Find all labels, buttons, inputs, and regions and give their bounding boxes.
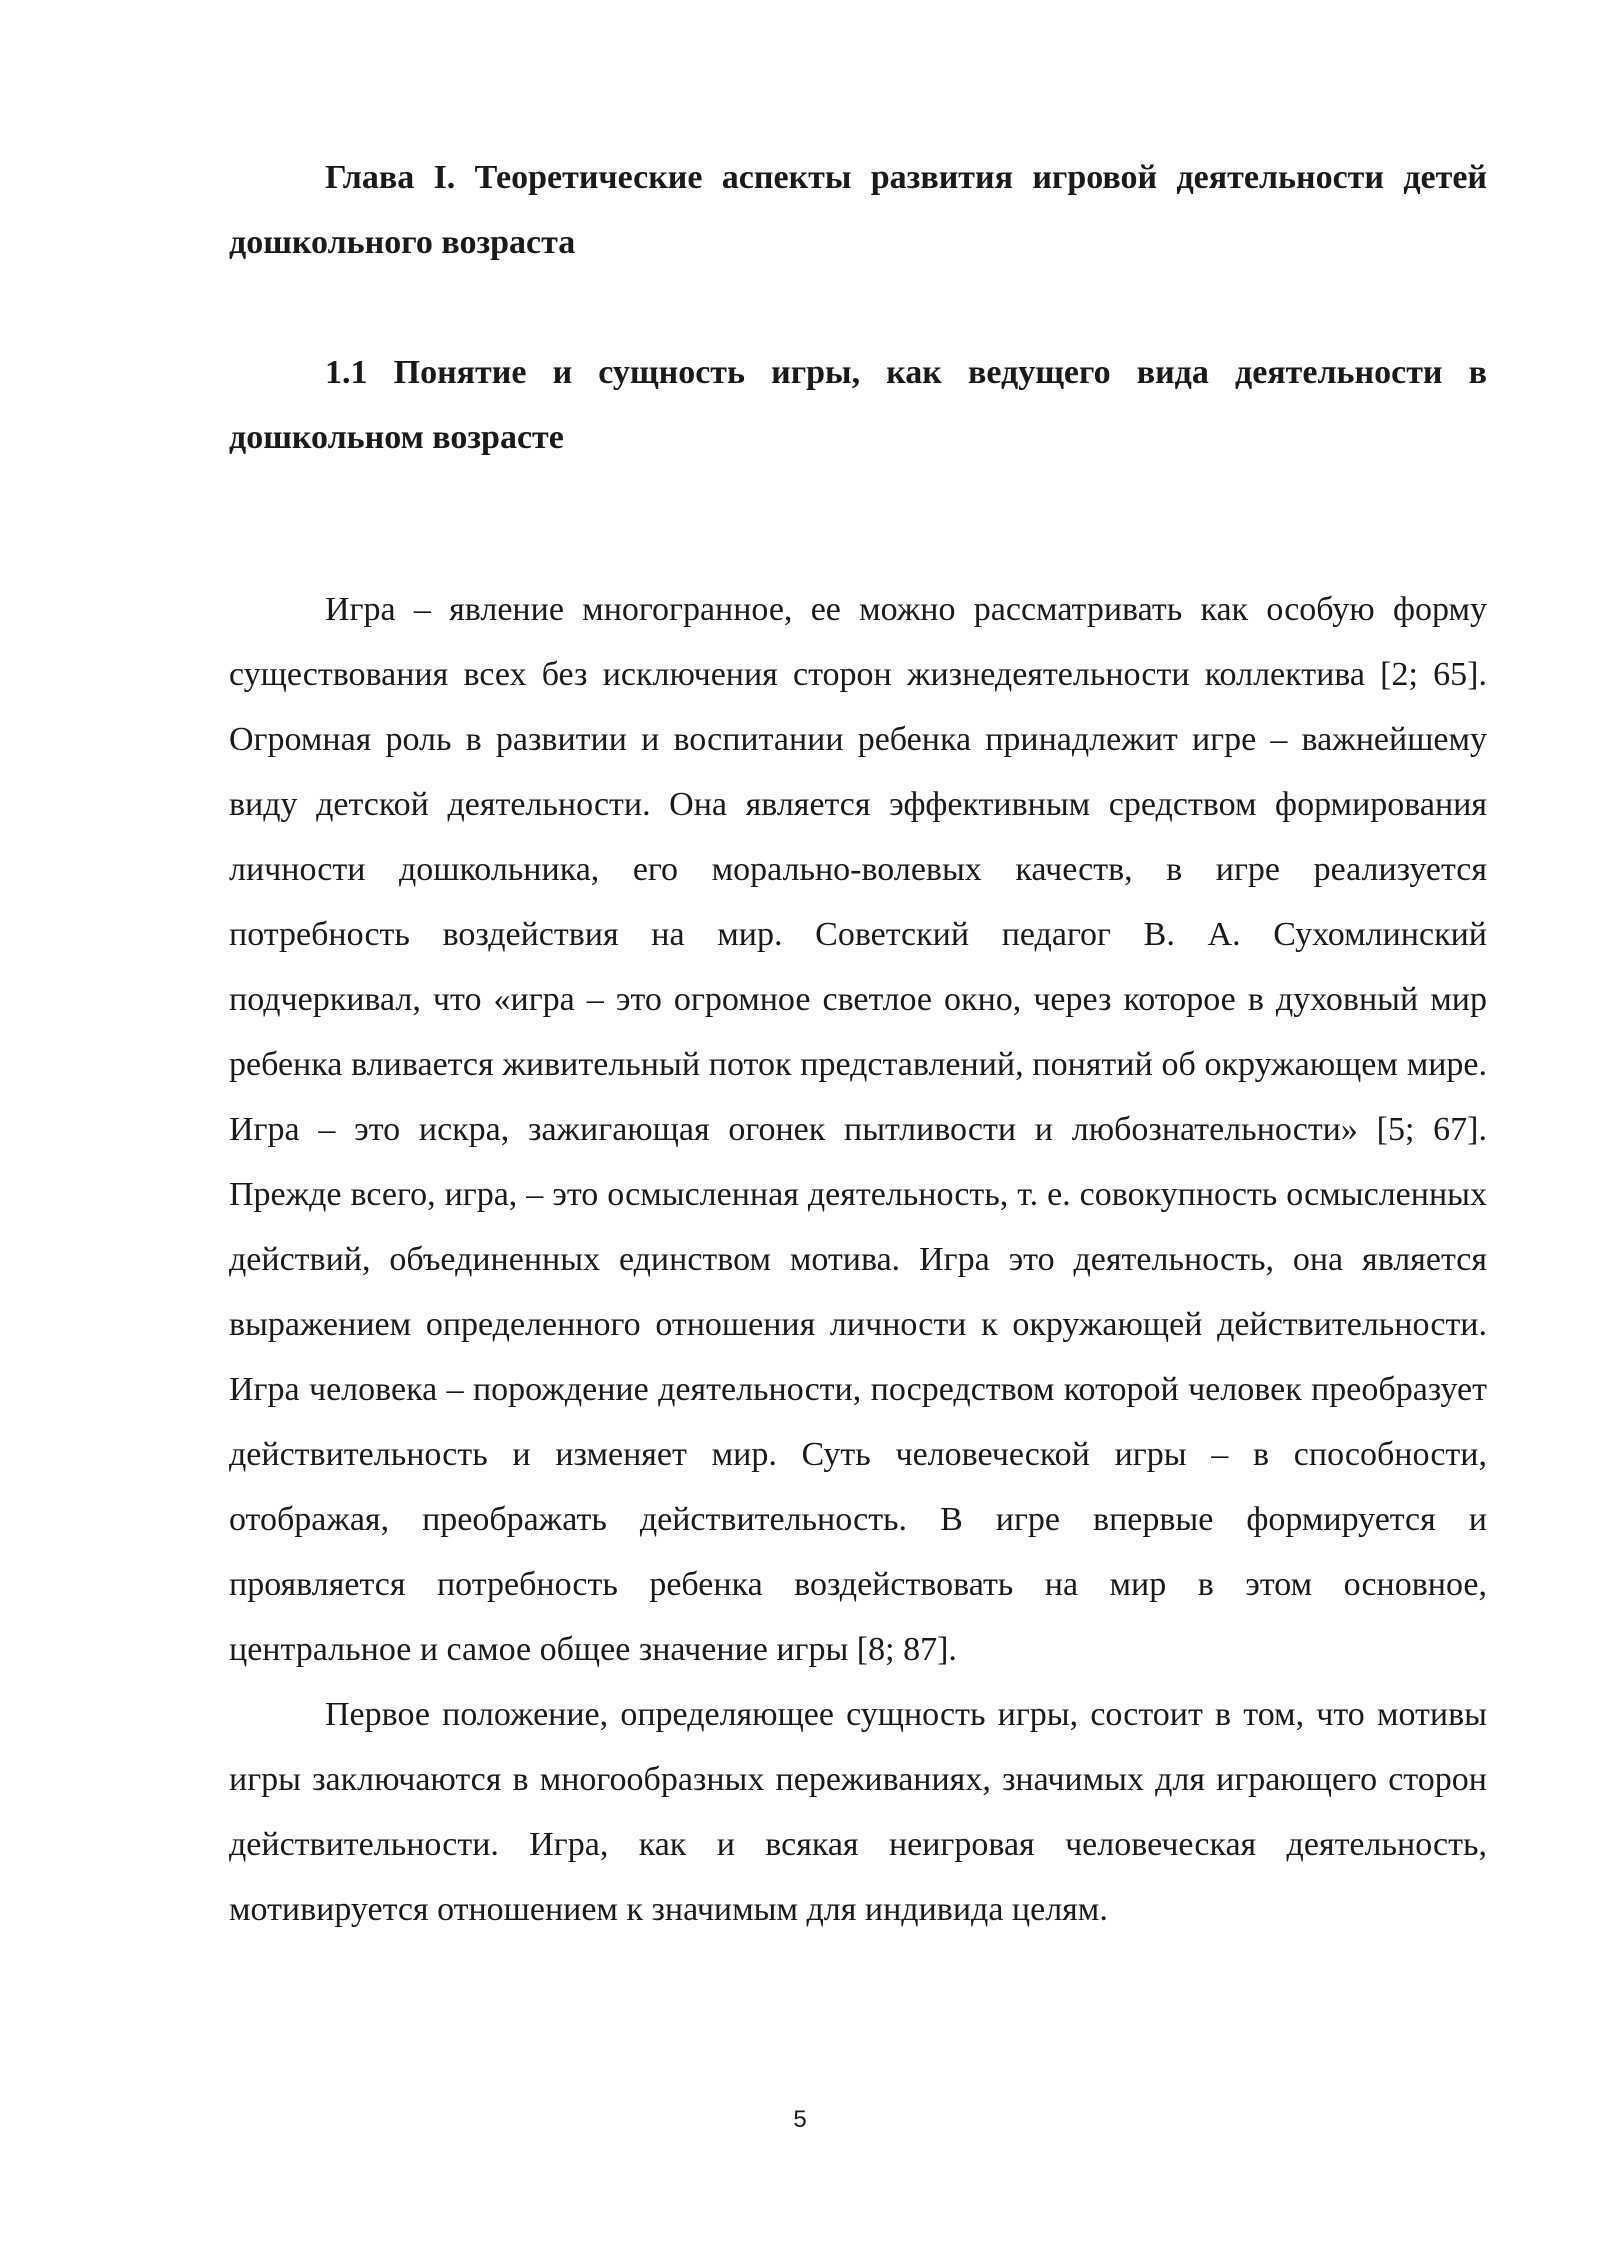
chapter-title: Глава I. Теоретические аспекты развития игровой деятельности детей дошкольного возраста: [229, 159, 1487, 261]
body-paragraph-1: Игра – явление многогранное, ее можно рассматривать как особую форму существования всех без исключения сторон жизнедеятельности коллектива [2; 65]. Огромная роль в развитии и воспитании ребенка принадлежит игре – важнейшему виду детской деятельности. Она является эффективным средством формирования личности дошкольника, его морально-волевых качеств, в игре реализуется потребность воздействия на мир. Советский педагог В. А. Сухомлинский подчеркивал, что «игра – это огромное светлое окно, через которое в духовный мир ребенка вливается живительный поток представлений, понятий об окружающем мире. Игра – это искра, зажигающая огонек пытливости и любознательности» [5; 67]. Прежде всего, игра, – это осмысленная деятельность, т. е. совокупность осмысленных действий, объединенных единством мотива. Игра это деятельность, она является выражением определенного отношения личности к окружающей действительности. Игра человека – порождение деятельности, посредством которой человек преобразует действительность и изменяет мир. Суть человеческой игры – в способности, отображая, преображать действительность. В игре впервые формируется и проявляется потребность ребенка воздействовать на мир в этом основное, центральное и самое общее значение игры [8; 87].: [229, 591, 1487, 1668]
page-content: [229, 145, 1487, 1942]
body-paragraph-2: Первое положение, определяющее сущность игры, состоит в том, что мотивы игры заключаются в многообразных переживаниях, значимых для играющего сторон действительности. Игра, как и всякая неигровая человеческая деятельность, мотивируется отношением к значимым для индивида целям.: [229, 1696, 1487, 1928]
section-title: 1.1 Понятие и сущность игры, как ведущего вида деятельности в дошкольном возрасте: [229, 354, 1487, 456]
page-number: 5: [793, 2106, 807, 2133]
